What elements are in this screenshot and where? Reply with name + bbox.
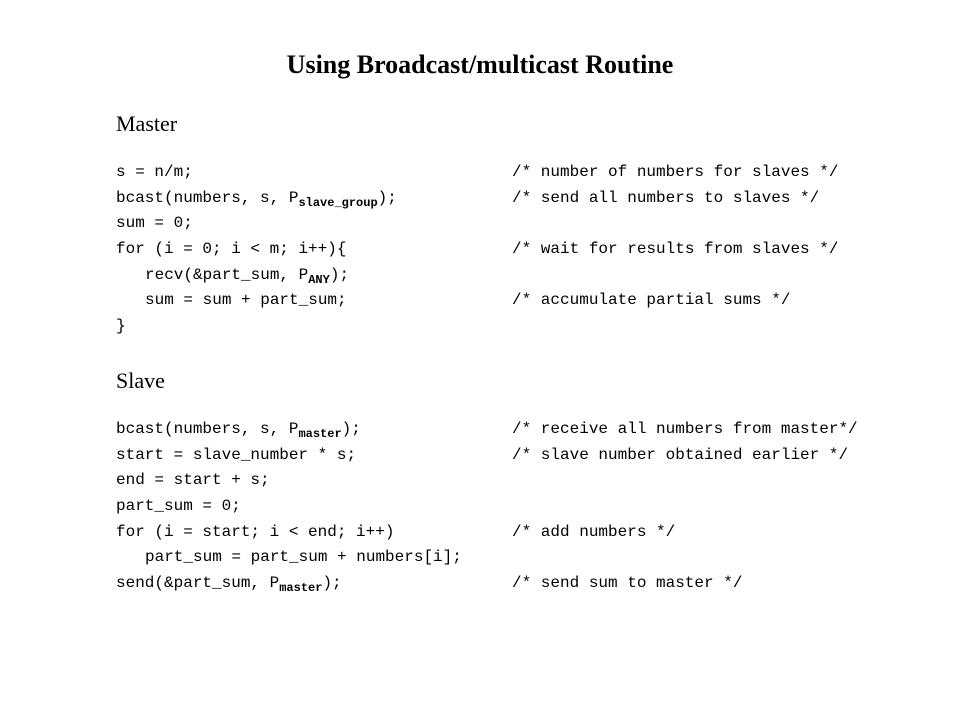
code-text: bcast(numbers, s, P [116, 188, 299, 207]
code-line [116, 571, 916, 597]
code-text: ); [377, 188, 397, 207]
code-text: send(&part_sum, P [116, 574, 280, 593]
code-statement: sum = 0; [116, 214, 193, 233]
code-line [116, 494, 916, 520]
code-statement [116, 571, 342, 598]
code-statement [145, 263, 349, 290]
code-comment: /* receive all numbers from master*/ [512, 420, 858, 438]
code-statement [116, 417, 361, 444]
code-line [116, 417, 916, 443]
code-comment: /* number of numbers for slaves */ [512, 163, 839, 181]
code-line [116, 211, 916, 237]
page-title: Using Broadcast/multicast Routine [286, 50, 674, 79]
process-subscript: master [298, 427, 342, 441]
code-comment: /* accumulate partial sums */ [512, 291, 791, 310]
code-comment: /* add numbers */ [512, 522, 676, 541]
slave-code-block [116, 417, 916, 597]
code-statement: s = n/m; [116, 163, 193, 181]
code-statement: } [116, 317, 126, 336]
code-statement: sum = sum + part_sum; [145, 291, 347, 310]
code-statement: start = slave_number * s; [116, 445, 357, 464]
code-text: ); [341, 420, 361, 438]
code-text: bcast(numbers, s, P [116, 420, 299, 438]
code-statement: part_sum = part_sum + numbers[i]; [145, 548, 462, 567]
slave-heading: Slave [116, 368, 165, 393]
code-line [116, 314, 916, 340]
code-line [116, 263, 916, 289]
master-heading: Master [116, 111, 178, 136]
code-comment: /* send all numbers to slaves */ [512, 188, 820, 207]
code-comment: /* slave number obtained earlier */ [512, 445, 849, 464]
code-comment: /* wait for results from slaves */ [512, 240, 839, 259]
master-code-block [116, 160, 916, 340]
process-subscript: slave_group [298, 195, 378, 210]
code-line [116, 545, 916, 571]
code-statement: part_sum = 0; [116, 497, 241, 516]
code-statement: for (i = start; i < end; i++) [116, 522, 395, 541]
code-line [116, 468, 916, 494]
process-subscript: ANY [308, 272, 330, 287]
code-line [116, 160, 916, 186]
process-subscript: master [279, 581, 323, 596]
code-comment: /* send sum to master */ [512, 574, 743, 593]
code-line [116, 237, 916, 263]
code-line [116, 520, 916, 546]
code-statement: for (i = 0; i < m; i++){ [116, 240, 347, 259]
code-text: ); [322, 574, 342, 593]
code-statement [116, 186, 397, 213]
code-text: ); [329, 265, 350, 284]
code-text: recv(&part_sum, P [145, 265, 309, 284]
code-statement: end = start + s; [116, 471, 270, 490]
code-line [116, 443, 916, 469]
code-line [116, 186, 916, 212]
code-line [116, 288, 916, 314]
